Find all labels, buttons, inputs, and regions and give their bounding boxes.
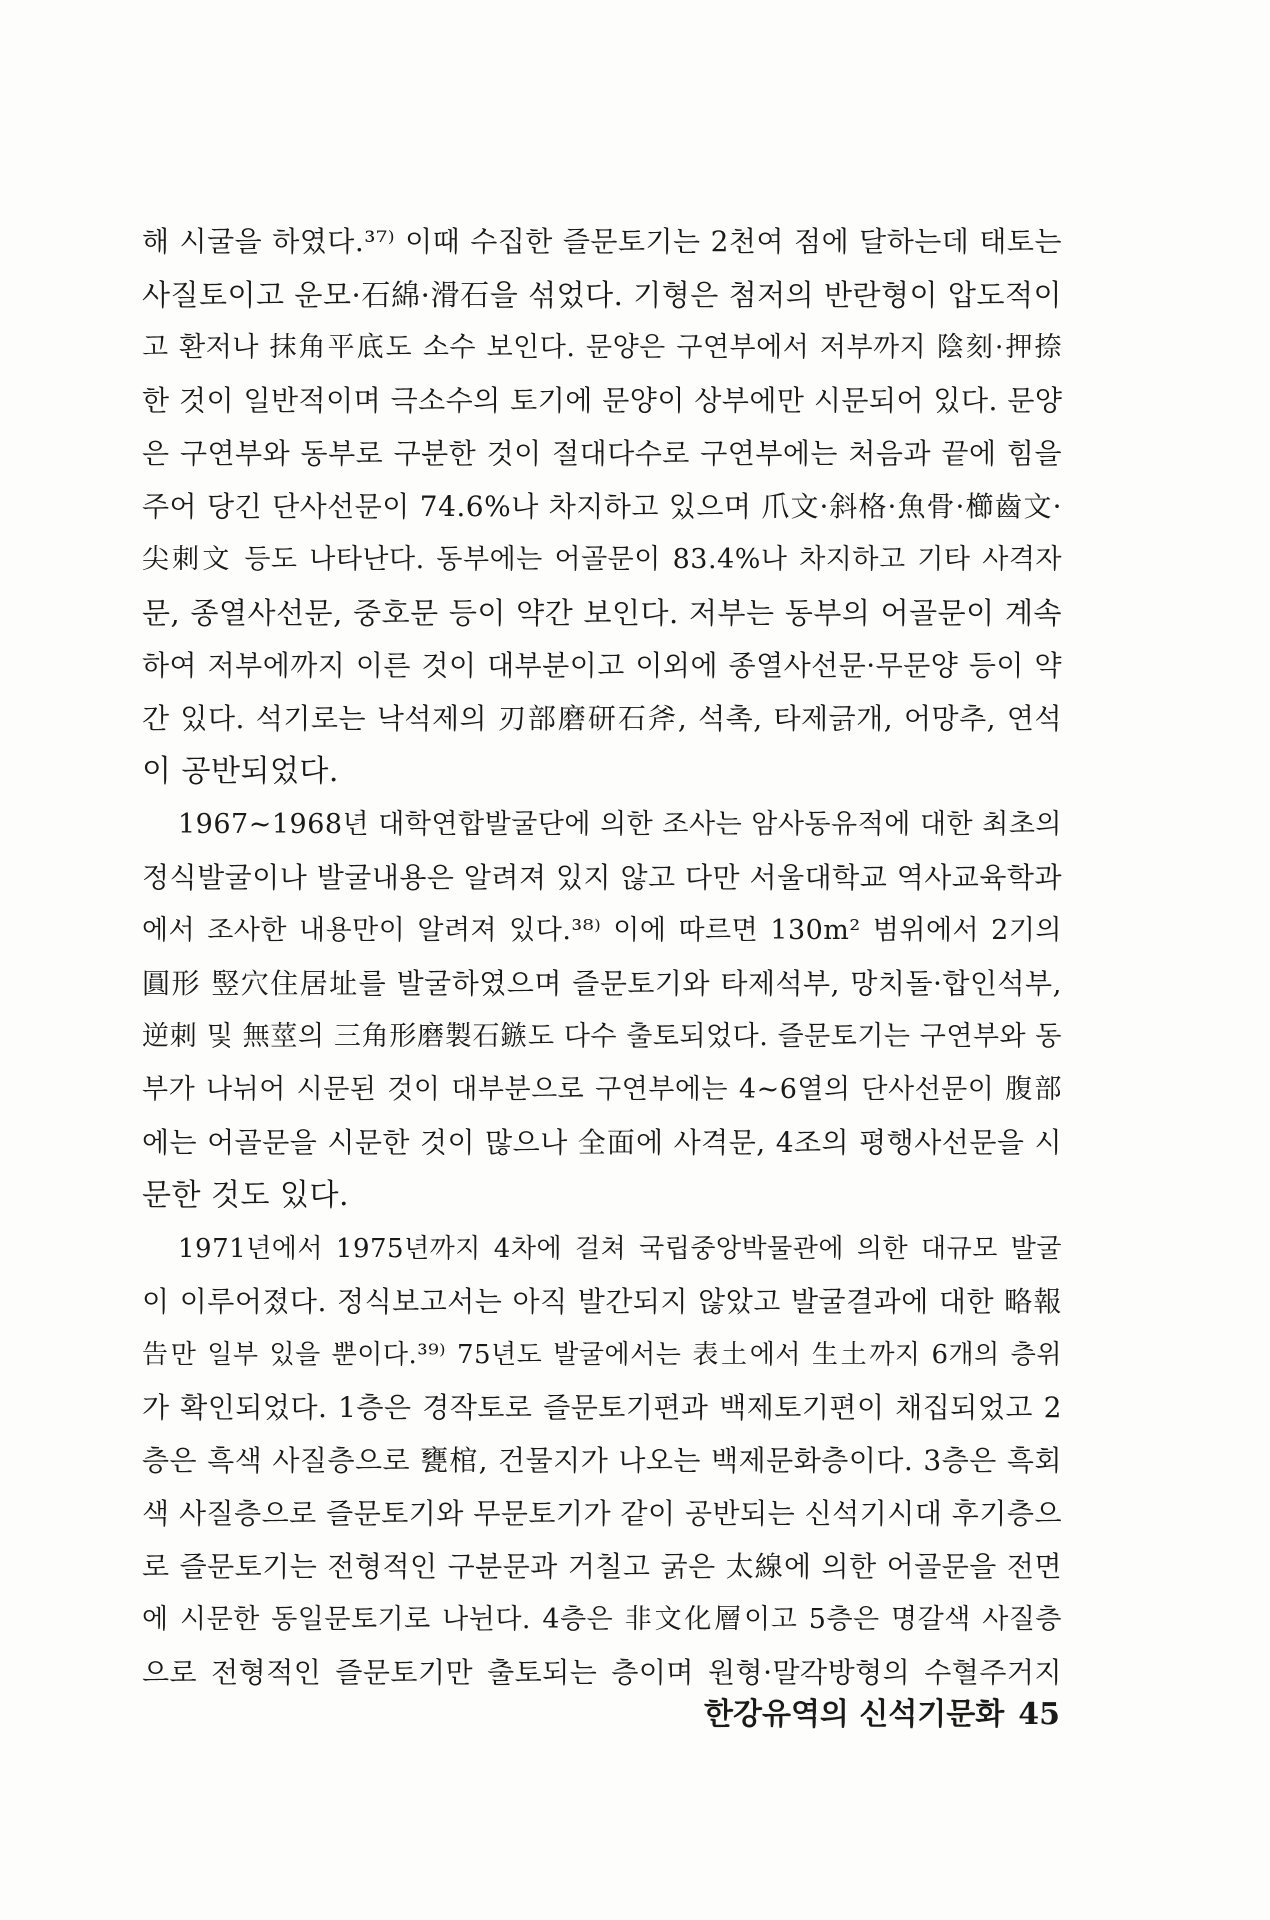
text-line: 층은 흑색 사질층으로 甕棺, 건물지가 나오는 백제문화층이다. 3층은 흑회 [142,1444,1062,1477]
text-line: 가 확인되었다. 1층은 경작토로 즐문토기편과 백제토기편이 채집되었고 2 [142,1391,1062,1424]
text-line: 해 시굴을 하였다.³⁷⁾ 이때 수집한 즐문토기는 2천여 점에 달하는데 태토는 [142,225,1062,258]
text-line: 부가 나뉘어 시문된 것이 대부분으로 구연부에는 4~6열의 단사선문이 腹部 [142,1074,1062,1105]
text-line: 로 즐문토기는 전형적인 구분문과 거칠고 굵은 太線에 의한 어골문을 전면 [142,1550,1062,1583]
text-line: 圓形 竪穴住居址를 발굴하였으며 즐문토기와 타제석부, 망치돌·합인석부, [142,967,1062,1000]
page-number: 45 [1018,1697,1060,1732]
text-line: 告만 일부 있을 뿐이다.³⁹⁾ 75년도 발굴에서는 表土에서 生土까지 6개의 층위 [142,1340,1062,1370]
text-line: 문, 종열사선문, 중호문 등이 약간 보인다. 저부는 동부의 어골문이 계속 [142,596,1062,630]
text-line: 에는 어골문을 시문한 것이 많으나 全面에 사격문, 4조의 평행사선문을 시 [142,1126,1062,1159]
text-line: 逆刺 및 無莖의 三角形磨製石鏃도 다수 출토되었다. 즐문토기는 구연부와 동 [142,1021,1062,1052]
text-line: 하여 저부에까지 이른 것이 대부분이고 이외에 종열사선문·무문양 등이 약 [142,649,1062,682]
text-line: 이 공반되었다. [142,754,339,789]
text-line: 한 것이 일반적이며 극소수의 토기에 문양이 상부에만 시문되어 있다. 문양 [142,384,1062,417]
paragraph-first-line: 1967~1968년 대학연합발굴단에 의한 조사는 암사동유적에 대한 최초의 [178,809,1062,840]
text-line: 尖刺文 등도 나타난다. 동부에는 어골문이 83.4%나 차지하고 기타 사격자 [142,544,1062,575]
text-line: 이 이루어졌다. 정식보고서는 아직 발간되지 않았고 발굴결과에 대한 略報 [142,1285,1062,1318]
text-line: 간 있다. 석기로는 낙석제의 刃部磨研石斧, 석촉, 타제긁개, 어망추, 연석 [142,702,1062,735]
text-line: 은 구연부와 동부로 구분한 것이 절대다수로 구연부에는 처음과 끝에 힘을 [142,437,1062,470]
text-line: 정식발굴이나 발굴내용은 알려져 있지 않고 다만 서울대학교 역사교육학과 [142,861,1062,894]
text-line: 으로 전형적인 즐문토기만 출토되는 층이며 원형·말각방형의 수혈주거지 [142,1656,1062,1689]
text-line: 사질토이고 운모·石綿·滑石을 섞었다. 기형은 첨저의 반란형이 압도적이 [142,278,1062,312]
text-line: 에 시문한 동일문토기로 나뉜다. 4층은 非文化層이고 5층은 명갈색 사질층 [142,1604,1062,1635]
text-line: 주어 당긴 단사선문이 74.6%나 차지하고 있으며 爪文·斜格·魚骨·櫛齒文· [142,490,1062,523]
paragraph-first-line: 1971년에서 1975년까지 4차에 걸쳐 국립중앙박물관에 의한 대규모 발굴 [178,1234,1062,1264]
text-line: 문한 것도 있다. [142,1178,349,1213]
page-footer [700,1693,1060,1737]
text-line: 색 사질층으로 즐문토기와 무문토기가 같이 공반되는 신석기시대 후기층으 [142,1497,1062,1530]
text-line: 고 환저나 抹角平底도 소수 보인다. 문양은 구연부에서 저부까지 陰刻·押捺 [142,332,1062,363]
text-line: 에서 조사한 내용만이 알려져 있다.³⁸⁾ 이에 따르면 130m² 범위에서 2기의 [142,915,1062,946]
running-title: 한강유역의 신석기문화 [704,1697,1005,1732]
